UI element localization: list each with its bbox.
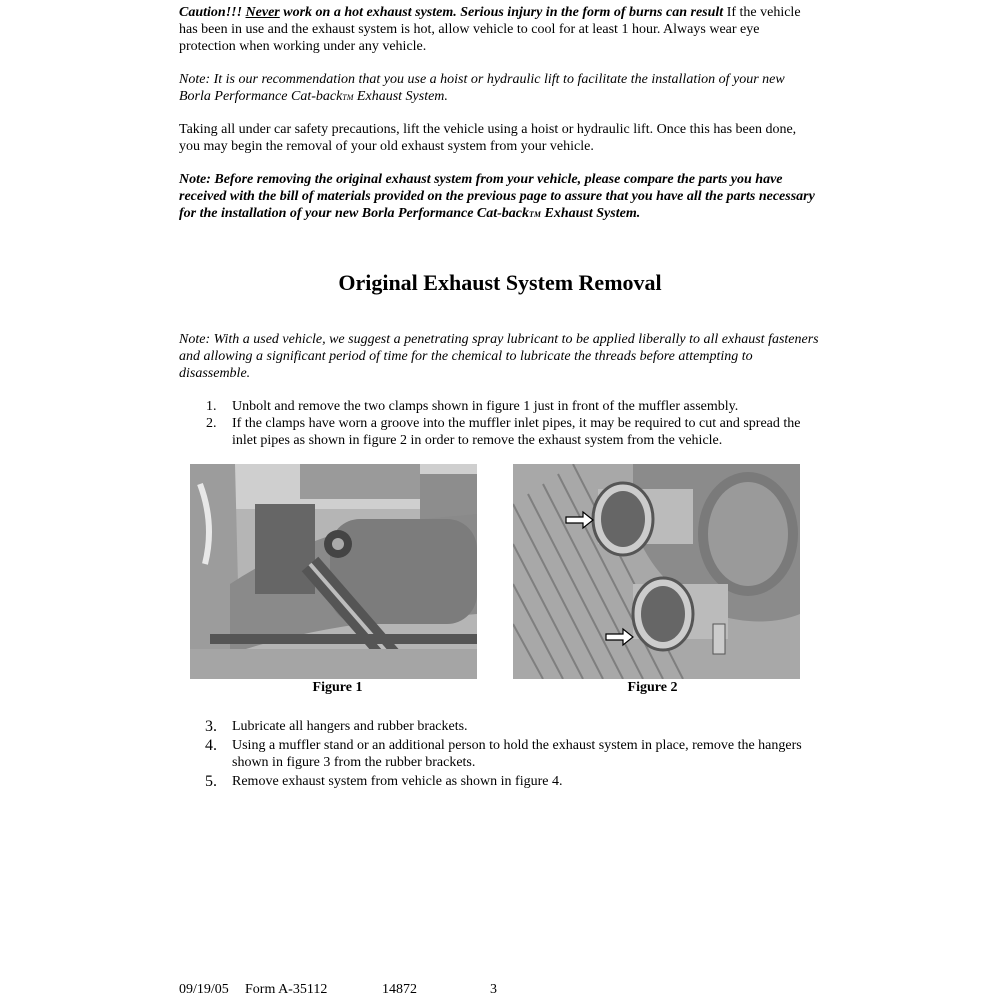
caution-paragraph: Caution!!! Never work on a hot exhaust system. Serious injury in the form of burns can result If the vehicle has been in use and the exhaust system is hot, allow vehicle to cool for at least 1 hour. Always wear eye protection when working under any vehicle. bbox=[179, 5, 801, 54]
caution-label: Caution!!! Never work on a hot exhaust system. Serious injury in the form of burns can result bbox=[179, 5, 724, 20]
list-item: 2. If the clamps have worn a groove into the muffler inlet pipes, it may be required to cut and spread the inlet pipes as shown in figure 2 in order to remove the exhaust system from the vehicle. bbox=[206, 416, 801, 448]
section-title: Original Exhaust System Removal bbox=[338, 270, 662, 295]
caution-never: Never bbox=[245, 5, 280, 20]
steps-list-a bbox=[0, 398, 1000, 449]
note-hoist: Note: It is our recommendation that you use a hoist or hydraulic lift to facilitate the installation of your new Borla Performance Cat-backTM Exhaust System. bbox=[179, 72, 785, 104]
list-item: 1. Unbolt and remove the two clamps shown in figure 1 just in front of the muffler assembly. bbox=[206, 399, 739, 414]
steps-list-b bbox=[0, 718, 1000, 790]
footer-form-number: Form A-35112 bbox=[245, 982, 328, 997]
note-bill-of-materials: Note: Before removing the original exhaust system from your vehicle, please compare the parts you have received with the bill of materials provided on the previous page to assure that you have all the parts necessary for the installation of your new Borla Performance Cat-backTM Exhaust System. bbox=[179, 172, 815, 221]
figure-1-photo bbox=[190, 464, 477, 679]
list-item: 4. Using a muffler stand or an additional person to hold the exhaust system in place, remove the hangers shown in figure 3 from the rubber brackets. bbox=[205, 737, 802, 770]
footer-date: 09/19/05 bbox=[179, 982, 229, 997]
footer-code: 14872 bbox=[382, 982, 417, 997]
lift-paragraph: Taking all under car safety precautions, lift the vehicle using a hoist or hydraulic lift. Once this has been done, you may begin the removal of your old exhaust system from your vehicle. bbox=[179, 122, 797, 154]
figure-2-photo bbox=[513, 464, 800, 679]
note-lubricant: Note: With a used vehicle, we suggest a penetrating spray lubricant to be applied liberally to all exhaust fasteners and allowing a significant period of time for the chemical to lubricate the threads before attempting to disassemble. bbox=[179, 332, 819, 381]
page-number: 3 bbox=[490, 982, 497, 997]
figure-2-caption: Figure 2 bbox=[627, 680, 678, 695]
list-item: 3. Lubricate all hangers and rubber brackets. bbox=[205, 718, 468, 735]
figure-1-caption: Figure 1 bbox=[312, 680, 363, 695]
list-item: 5. Remove exhaust system from vehicle as shown in figure 4. bbox=[205, 773, 563, 790]
